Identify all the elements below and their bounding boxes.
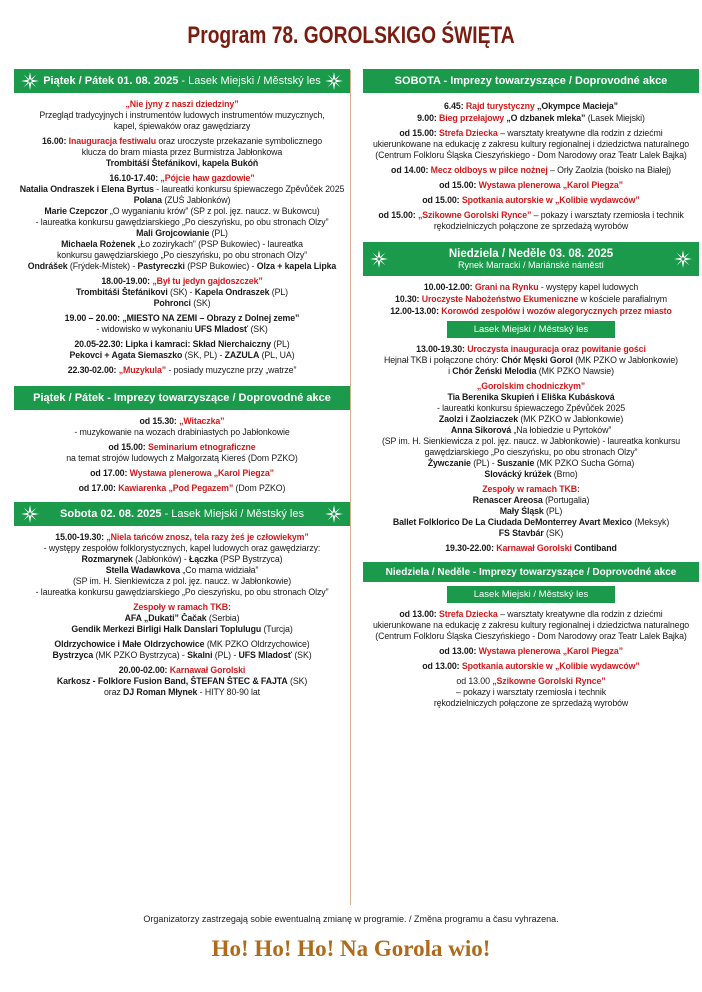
event-item — [14, 665, 350, 698]
right-column — [363, 67, 699, 713]
performer: Pekovci + Agata Siemaszko — [69, 350, 183, 360]
event-item — [14, 339, 350, 361]
performer: AFA „Dukati” Čačak — [124, 613, 207, 623]
performer: Natalia Ondraszek i Elena Byrtus — [19, 184, 154, 194]
event-title: Korowód zespołów i wozów alegorycznych przez miasto — [441, 306, 672, 316]
event-item — [363, 306, 699, 317]
performer-note: (ZUŚ Jabłonków) — [161, 195, 231, 205]
event-desc: (Dom PZKO) — [233, 483, 286, 493]
event-time: od 13.00: — [439, 646, 479, 656]
event-time: 13.00-19.30: — [416, 344, 468, 354]
performer-note: „Ło zozirykach” (PSP Bukowiec) - laureatka — [135, 239, 303, 249]
performer-note: (PL, UA) — [259, 350, 295, 360]
performer-note: (MK PZKO w Jabłonkowie) — [518, 414, 624, 424]
event-title: Bieg przełajowy — [439, 113, 505, 123]
event-desc: klucza do bram miasta przez Burmistrza Jabłonkowa — [81, 147, 283, 157]
event-time: 6.45: — [444, 101, 466, 111]
event-item — [14, 602, 350, 635]
event-title: „Szikowne Gorolski Rynce” — [492, 676, 606, 686]
performer: Polana — [133, 195, 162, 205]
performer-note: - HITY 80-90 lat — [197, 687, 261, 697]
section-friday-header — [14, 69, 350, 93]
event-title: Karnawał Gorolski — [496, 543, 572, 553]
performer-note: konkursu gawędziarskiego „Po cieszyńsku, po obu stronach Olzy” — [56, 250, 307, 260]
performer: Ondrášek — [27, 261, 68, 271]
performer: ZAZULA — [224, 350, 260, 360]
event-title: „Nie jyny z naszi dziedziny” — [125, 99, 239, 109]
performer: Skalni — [187, 650, 213, 660]
performer-note: (MK PZKO Nawsie) — [536, 366, 614, 376]
event-item — [14, 532, 350, 598]
event-time: 16.00: — [41, 136, 69, 146]
performer-note: (SK) - — [167, 287, 195, 297]
performer: Marie Czepczor — [44, 206, 108, 216]
event-time: od 15.00: — [422, 195, 462, 205]
performer-note: (PL) — [543, 506, 563, 516]
event-desc: oraz uroczyste przekazanie symbolicznego — [156, 136, 323, 146]
performer-note: (SK, PL) - — [182, 350, 225, 360]
performer: Stella Wadawkova — [105, 565, 181, 575]
event-desc: - widowisko w wykonaniu — [96, 324, 195, 334]
performer: Gendik Merkezi Birligi Halk Danslari Toplulugu — [71, 624, 262, 634]
event-title: Spotkania autorskie w „Kolibie wydawców” — [461, 661, 640, 671]
event-time: 12.00-13.00: — [390, 306, 442, 316]
event-time: od 15.00: — [378, 210, 418, 220]
footer-motto: Ho! Ho! Ho! Na Gorola wio! — [211, 936, 491, 961]
event-title: Uroczysta inauguracja oraz powitanie gości — [467, 344, 646, 354]
event-desc: (Centrum Folkloru Śląska Cieszyńskiego - Dom Narodowy oraz Teatr Lalek Bajka) — [375, 150, 687, 160]
event-title: Wystawa plenerowa „Karol Piegza” — [478, 646, 623, 656]
performer: Contiband — [571, 543, 617, 553]
flower-star-icon — [673, 249, 693, 269]
event-item — [363, 101, 699, 112]
event-desc: w kościele parafialnym — [578, 294, 667, 304]
section-sunday-header — [363, 242, 699, 276]
section-title: Piątek / Pátek - Imprezy towarzyszące / Doprovodné akce — [33, 392, 331, 404]
event-time: od 17.00: — [78, 483, 119, 493]
event-title: Uroczyste Nabożeństwo Ekumeniczne — [421, 294, 579, 304]
event-title: Zespoły w ramach TKB: — [482, 484, 580, 494]
event-desc: rękodzielniczych połączone ze sprzedażą wyrobów — [433, 221, 629, 231]
performer: FS Stavbár — [498, 528, 544, 538]
event-title: Inauguracja festiwalu — [68, 136, 156, 146]
event-item — [14, 483, 350, 494]
event-title: Zespoły w ramach TKB: — [133, 602, 231, 612]
event-item — [363, 676, 699, 709]
event-time: 10.00-12.00: — [423, 282, 475, 292]
column-divider — [350, 70, 351, 905]
performer-note: (PL) — [269, 287, 288, 297]
event-item — [363, 344, 699, 377]
event-desc: – warsztaty kreatywne dla rodzin z dziećmi — [497, 128, 663, 138]
performer: Żywczanie — [427, 458, 471, 468]
performer: Kapela Ondraszek — [194, 287, 270, 297]
section-friday-location: - Lasek Miejski / Městský les — [178, 75, 321, 87]
performer: Anna Sikorová — [450, 425, 512, 435]
event-title: „Niela tańców znosz, tela razy żeś je człowiekym” — [106, 532, 309, 542]
event-time: 10.30: — [395, 294, 422, 304]
event-title: „Gorolskim chodniczkym” — [476, 381, 586, 391]
event-item — [14, 639, 350, 661]
performer-note: - laureatka konkursu gawędziarskiego „Po cieszyńsku, po obu stronach Olzy” — [35, 587, 329, 597]
performer: Renascer Areosa — [472, 495, 543, 505]
performer: Pohronci — [153, 298, 191, 308]
event-desc: – Orły Zaolzia (boisko na Białej) — [547, 165, 671, 175]
event-item — [14, 136, 350, 169]
event-performers: Trombitáši Štefánikovi, kapela Bukóň — [105, 158, 259, 168]
event-title: „Witaczka” — [179, 416, 225, 426]
event-time: od 13.00 — [456, 676, 493, 686]
performer-note: „Co mama widziała” — [180, 565, 259, 575]
performer: DJ Roman Młynek — [123, 687, 198, 697]
performer: Zaolzi i Zaolziaczek — [438, 414, 518, 424]
event-item — [14, 365, 350, 376]
event-title: Wystawa plenerowa „Karol Piegza” — [129, 468, 274, 478]
event-time: 9.00: — [417, 113, 440, 123]
event-item — [363, 661, 699, 672]
event-item — [363, 282, 699, 293]
performer: Karkosz - Folklore Fusion Band, ŠTEFAN ŠTEC & FAJTA — [56, 676, 288, 686]
performer-note: „Na łobiedzie u Pyrtoków” — [511, 425, 612, 435]
event-item — [363, 165, 699, 176]
performer-note: (SP im. H. Sienkiewicza z pol. jęz. naucz. w Jabłonkowie) - laureatka konkursu — [381, 436, 681, 446]
performer: Ballet Folklorico De La Ciudada DeMonterrey Avart Mexico — [392, 517, 632, 527]
event-time: od 13.00: — [422, 661, 462, 671]
event-item — [363, 609, 699, 642]
event-desc: - występy zespołów folklorystycznych, kapel ludowych oraz gawędziarzy: — [43, 543, 321, 553]
event-item — [14, 99, 350, 132]
event-desc: „O dzbanek mleka” — [504, 113, 586, 123]
performer: Bystrzyca — [52, 650, 94, 660]
event-desc: ukierunkowane na edukację z zakresu kultury regionalnej i dziedzictwa naturalnego — [372, 139, 690, 149]
performer-note: (PL) — [209, 228, 228, 238]
performer: Michaela Rożenek — [61, 239, 136, 249]
event-item — [363, 646, 699, 657]
section-sunday-title: Niedziela / Neděle 03. 08. 2025 — [448, 248, 614, 260]
performer-note: (PL) - — [212, 650, 239, 660]
event-item — [14, 442, 350, 464]
performer: Tia Berenika Skupień i Eliška Kubásková — [447, 392, 615, 402]
event-time: 15.00-19.30: — [55, 532, 107, 542]
event-title: Wystawa plenerowa „Karol Piegza” — [478, 180, 623, 190]
section-friday-side-events-header — [14, 386, 350, 410]
performer-note: (Brno) — [551, 469, 578, 479]
event-item — [363, 484, 699, 539]
performer: Rozmarynek — [81, 554, 133, 564]
event-desc: Przegląd tradycyjnych i instrumentów ludowych instrumentów muzycznych, — [39, 110, 325, 120]
performer: Chór Męski Gorol — [501, 355, 573, 365]
footer-note: Organizatorzy zastrzegają sobie ewentualną zmianę w programie. / Změna programu a času vyhrazena. — [143, 914, 559, 924]
subsection-location-badge: Lasek Miejski / Městský les — [447, 586, 615, 603]
performer-note: (PL) - — [470, 458, 497, 468]
section-saturday-title: Sobota 02. 08. 2025 — [60, 508, 162, 520]
event-time: 19.30-22.00: — [445, 543, 497, 553]
performer-note: (SK) — [190, 298, 211, 308]
flower-star-icon — [324, 504, 344, 524]
performer-note: (Frýdek-Místek) - — [67, 261, 138, 271]
left-column — [14, 67, 350, 702]
event-desc: - występy kapel ludowych — [538, 282, 639, 292]
performer-note: (Portugalia) — [542, 495, 590, 505]
event-desc: – pokazy i warsztaty rzemiosła i technik — [455, 687, 606, 697]
event-item — [363, 381, 699, 480]
event-item — [14, 313, 350, 335]
event-item — [363, 113, 699, 124]
performer-note: (Meksyk) — [631, 517, 670, 527]
performer-note: (SK) — [292, 650, 312, 660]
performer: Trombitáši Štefánikovi — [76, 287, 168, 297]
event-time: od 15.00: — [439, 180, 479, 190]
event-desc: Hejnał TKB i połączone chóry: — [384, 355, 502, 365]
event-time: 22.30-02.00: — [67, 365, 119, 375]
event-title: Grani na Rynku — [474, 282, 539, 292]
performer: UFS Mladosť — [194, 324, 249, 334]
performer: Mały Śląsk — [499, 506, 544, 516]
event-title: Spotkania autorskie w „Kolibie wydawców” — [461, 195, 640, 205]
event-time: od 15.00: — [108, 442, 148, 452]
event-title: 19.00 – 20.00: „MIESTO NA ZEMI – Obrazy z Dolnej zeme” — [64, 313, 300, 323]
section-saturday-location: - Lasek Miejski / Městský les — [161, 508, 304, 520]
performer: Łączka — [189, 554, 218, 564]
event-item — [14, 276, 350, 309]
section-friday-title: Piątek / Pátek 01. 08. 2025 — [43, 75, 179, 87]
event-title: „Muzykula” — [118, 365, 167, 375]
flower-star-icon — [369, 249, 389, 269]
event-title: Rajd turystyczny — [465, 101, 535, 111]
event-title: Strefa Dziecka — [438, 609, 498, 619]
event-title: Mecz oldboys w piłce nożnej — [430, 165, 548, 175]
event-desc: - muzykowanie na wozach drabiniastych po Jabłonkowie — [74, 427, 290, 437]
subsection-location-badge: Lasek Miejski / Městský les — [447, 321, 615, 338]
event-item — [363, 180, 699, 191]
flower-star-icon — [20, 71, 40, 91]
performer-note: (MK PZKO Oldrzychowice) — [204, 639, 310, 649]
event-desc: (Lasek Miejski) — [585, 113, 645, 123]
event-title: „Pójcie haw gazdowie” — [160, 173, 255, 183]
event-time: od 14.00: — [391, 165, 431, 175]
event-desc: rękodzielniczych połączone ze sprzedażą wyrobów — [433, 698, 629, 708]
event-item — [363, 128, 699, 161]
performer: Suszanie — [496, 458, 535, 468]
event-title: „Szikowne Gorolski Rynce” — [417, 210, 532, 220]
performer-note: - laureatki konkursu śpiewaczego Zpěvůček 2025 — [436, 403, 626, 413]
event-time: 16.10-17.40: — [109, 173, 161, 183]
performer-note: (PSP Bystrzyca) — [217, 554, 283, 564]
performer-note: (SP im. H. Sienkiewicza z pol. jęz. naucz. w Jabłonkowie) — [72, 576, 292, 586]
event-time: od 17.00: — [90, 468, 130, 478]
event-item — [363, 543, 699, 554]
performer-note: (PL) — [271, 339, 290, 349]
event-desc: (Centrum Folkloru Śląska Cieszyńskiego - Dom Narodowy oraz Teatr Lalek Bajka) — [375, 631, 687, 641]
section-title: Niedziela / Neděle - Imprezy towarzyszące / Doprovodné akce — [385, 566, 677, 578]
performer-note: (PSP Bukowiec) - — [184, 261, 257, 271]
event-desc: i — [448, 366, 453, 376]
flower-star-icon — [324, 71, 344, 91]
performer: Chór Żeński Melodia — [452, 366, 537, 376]
performer-note: - laureatka konkursu gawędziarskiego „Po cieszyńsku, po obu stronach Olzy” — [35, 217, 329, 227]
performer-note: (SK) — [287, 676, 308, 686]
event-desc: oraz — [103, 687, 124, 697]
performer-note: - laureatki konkursu śpiewaczego Zpěvůček 2025 — [153, 184, 345, 194]
event-item — [363, 195, 699, 206]
performer-note: (Jabłonków) - — [132, 554, 190, 564]
event-time: 18.00-19.00: — [101, 276, 153, 286]
section-title: SOBOTA - Imprezy towarzyszące / Doprovodné akce — [394, 75, 668, 87]
performer-note: (MK PZKO Bystrzyca) - — [93, 650, 188, 660]
event-desc: na temat strojów ludowych z Małgorzatą Kiereś (Dom PZKO) — [66, 453, 298, 463]
event-desc: „Okympce Macieja” — [534, 101, 618, 111]
performer: Olza + kapela Lipka — [256, 261, 337, 271]
performer: Oldrzychowice i Małe Oldrzychowice — [54, 639, 205, 649]
event-item — [363, 294, 699, 305]
performer-note: (SK) — [543, 528, 564, 538]
section-saturday-header — [14, 502, 350, 526]
event-title: Seminarium etnograficzne — [148, 442, 256, 452]
event-time: 20.00-02.00: — [118, 665, 170, 675]
event-item — [14, 173, 350, 272]
performer: Slovácký krúžek — [484, 469, 552, 479]
performer-note: (MK PZKO Sucha Górna) — [534, 458, 635, 468]
event-title: 20.05-22.30: Lipka i kamraci: Skład Nierchaiczny — [74, 339, 272, 349]
event-desc: ukierunkowane na edukację z zakresu kultury regionalnej i dziedzictwa naturalnego — [372, 620, 690, 630]
performer: Pastyreczki — [137, 261, 185, 271]
event-item — [363, 210, 699, 232]
performer-note: (MK PZKO w Jabłonkowie) — [572, 355, 678, 365]
performer-note: (SK) — [248, 324, 268, 334]
event-time: od 13.00: — [399, 609, 439, 619]
performer-note: (Turcja) — [261, 624, 293, 634]
event-title: Strefa Dziecka — [438, 128, 498, 138]
event-time: od 15.00: — [399, 128, 439, 138]
performer: UFS Mladosť — [238, 650, 292, 660]
event-title: „Był tu jedyn gajdoszczek” — [152, 276, 263, 286]
event-item — [14, 468, 350, 479]
performer-note: (Serbia) — [206, 613, 240, 623]
section-sunday-location: Rynek Marracki / Mariánské náměstí — [457, 260, 605, 270]
section-saturday-side-events-header — [363, 69, 699, 93]
performer-note: „O wyganianiu krów” (SP z pol. jęz. naucz. w Bukowcu) — [107, 206, 320, 216]
event-desc: – warsztaty kreatywne dla rodzin z dziećmi — [497, 609, 663, 619]
event-title: Karnawał Gorolski — [169, 665, 246, 675]
flower-star-icon — [20, 504, 40, 524]
event-desc: kapel, śpiewaków oraz gawędziarzy — [113, 121, 251, 131]
performer: Mali Grojcowianie — [136, 228, 210, 238]
event-desc: – pokazy i warsztaty rzemiosła i technik — [531, 210, 684, 220]
event-title: Kawiarenka „Pod Pegazem” — [118, 483, 234, 493]
page-title: Program 78. GOROLSKIGO ŚWIĘTA — [187, 22, 515, 49]
event-item — [14, 416, 350, 438]
performer-note: gawędziarskiego „Po cieszyńsku, po obu stronach Olzy” — [424, 447, 638, 457]
event-desc: - posiady muzyczne przy „watrze” — [166, 365, 297, 375]
section-sunday-side-events-header — [363, 562, 699, 582]
event-time: od 15.30: — [139, 416, 180, 426]
